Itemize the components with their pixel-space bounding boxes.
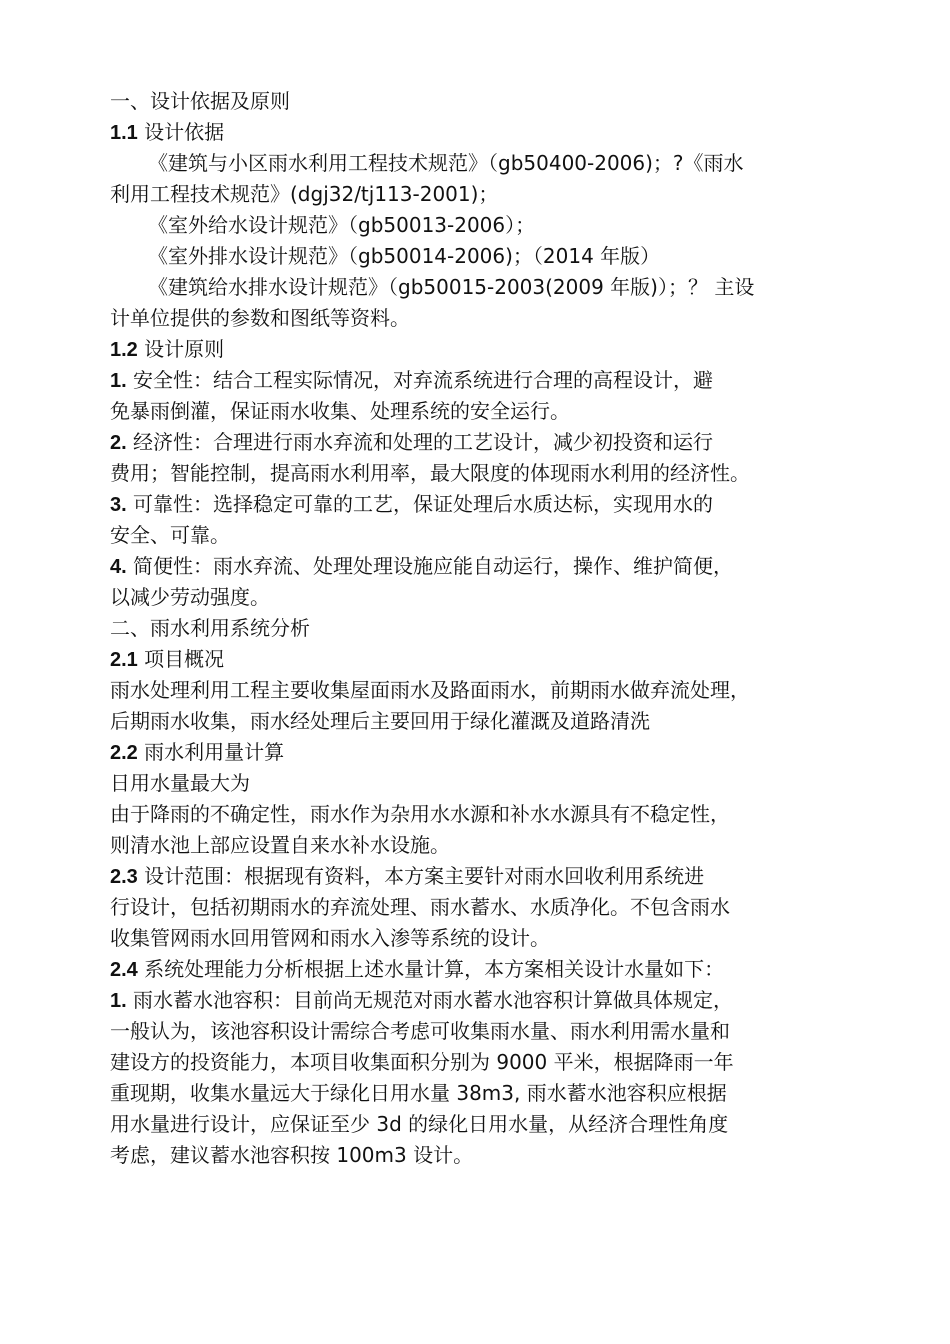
heading-2-3: 2.3 设计范围：根据现有资料，本方案主要针对雨水回收利用系统进 <box>110 864 705 888</box>
text-line: 以减少劳动强度。 <box>110 585 270 609</box>
text-line: 收集管网雨水回用管网和雨水入渗等系统的设计。 <box>110 926 550 950</box>
list-item: 3. 可靠性：选择稳定可靠的工艺，保证处理后水质达标，实现用水的 <box>110 492 714 516</box>
text-line: 雨水处理利用工程主要收集屋面雨水及路面雨水，前期雨水做弃流处理， <box>110 678 750 702</box>
text-line: 建设方的投资能力，本项目收集面积分别为 9000 平米，根据降雨一年 <box>110 1050 734 1074</box>
text-line: 行设计，包括初期雨水的弃流处理、雨水蓄水、水质净化。不包含雨水 <box>110 895 730 919</box>
text-line: 重现期，收集水量远大于绿化日用水量 38m3, 雨水蓄水池容积应根据 <box>110 1081 727 1105</box>
text-line: 用水量进行设计，应保证至少 3d 的绿化日用水量，从经济合理性角度 <box>110 1112 729 1136</box>
text-line: 后期雨水收集，雨水经处理后主要回用于绿化灌溉及道路清洗 <box>110 709 650 733</box>
heading-2-1: 2.1 项目概况 <box>110 647 225 671</box>
text-line: 《建筑给水排水设计规范》（gb50015-2003(2009 年版)）；？ 主设 <box>148 275 755 299</box>
text-line: 计单位提供的参数和图纸等资料。 <box>110 306 410 330</box>
list-item: 2. 经济性：合理进行雨水弃流和处理的工艺设计，减少初投资和运行 <box>110 430 714 454</box>
heading-2-4: 2.4 系统处理能力分析根据上述水量计算，本方案相关设计水量如下： <box>110 957 725 981</box>
text-line: 日用水量最大为 <box>110 771 250 795</box>
text-line: 一般认为，该池容积设计需综合考虑可收集雨水量、雨水利用需水量和 <box>110 1019 730 1043</box>
document-page <box>110 86 855 1171</box>
text-line: 《室外给水设计规范》（gb50013-2006）； <box>148 213 536 237</box>
text-line: 《建筑与小区雨水利用工程技术规范》（gb50400-2006)；?《雨水 <box>148 151 744 175</box>
text-line: 免暴雨倒灌，保证雨水收集、处理系统的安全运行。 <box>110 399 570 423</box>
text-line: 利用工程技术规范》(dgj32/tj113-2001)； <box>110 182 499 206</box>
text-line: 费用；智能控制，提高雨水利用率，最大限度的体现雨水利用的经济性。 <box>110 461 750 485</box>
heading-1-2: 1.2 设计原则 <box>110 337 225 361</box>
heading-section-1: 一、设计依据及原则 <box>110 89 290 113</box>
list-item: 1. 雨水蓄水池容积：目前尚无规范对雨水蓄水池容积计算做具体规定， <box>110 988 734 1012</box>
text-line: 则清水池上部应设置自来水补水设施。 <box>110 833 450 857</box>
list-item: 4. 简便性：雨水弃流、处理处理设施应能自动运行，操作、维护简便， <box>110 554 734 578</box>
heading-section-2: 二、雨水利用系统分析 <box>110 616 310 640</box>
text-line: 安全、可靠。 <box>110 523 230 547</box>
heading-2-2: 2.2 雨水利用量计算 <box>110 740 285 764</box>
text-line: 考虑，建议蓄水池容积按 100m3 设计。 <box>110 1143 474 1167</box>
heading-1-1: 1.1 设计依据 <box>110 120 225 144</box>
text-line: 由于降雨的不确定性，雨水作为杂用水水源和补水水源具有不稳定性， <box>110 802 730 826</box>
list-item: 1. 安全性：结合工程实际情况，对弃流系统进行合理的高程设计，避 <box>110 368 714 392</box>
text-line: 《室外排水设计规范》（gb50014-2006)；（2014 年版） <box>148 244 661 268</box>
